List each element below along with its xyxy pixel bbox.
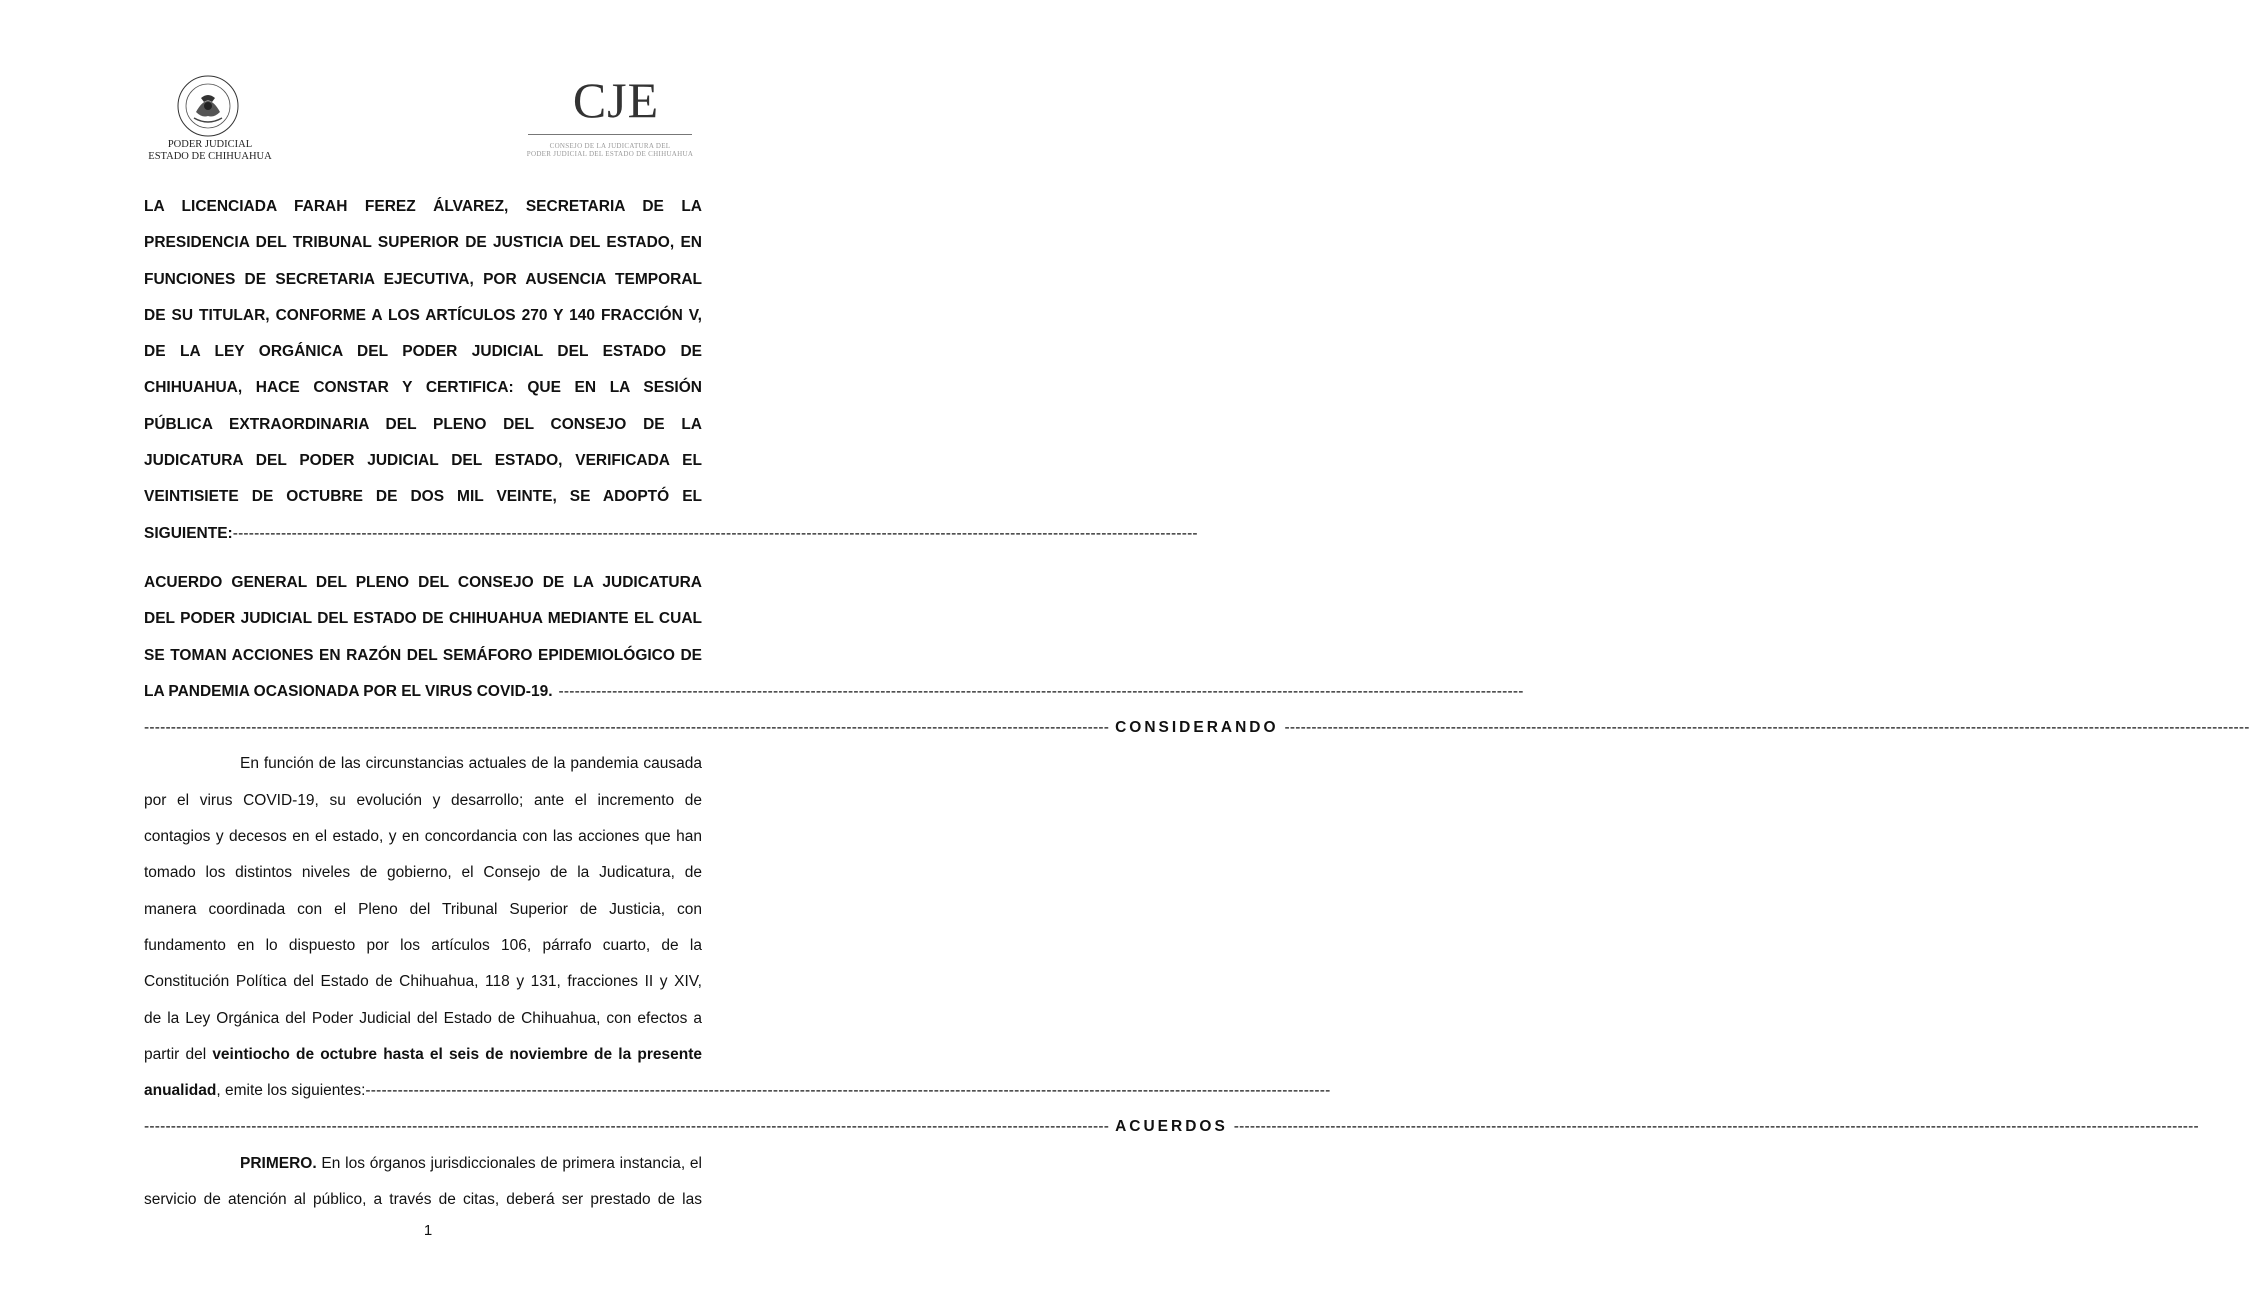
document-body (144, 189, 2250, 1218)
considerando-line9-bold: veintiocho de octubre hasta el seis de noviembre de la presente (212, 1045, 702, 1063)
considerando-last-text (144, 1073, 365, 1109)
certification-line: LA LICENCIADA FARAH FEREZ ÁLVAREZ, SECRETARIA DE LA (144, 198, 702, 215)
considerando-line: por el virus COVID-19, su evolución y desarrollo; ante el incremento de (144, 791, 702, 809)
dash-filler: ------------------------------------------------------------------------------------------------------------------------------------------------------------------------------------ (558, 682, 1524, 700)
considerando-line: Constitución Política del Estado de Chihuahua, 118 y 131, fracciones II y XIV, (144, 973, 702, 991)
considerando-heading-line (144, 710, 2250, 746)
considerando-line9-prefix: partir del (144, 1045, 213, 1063)
considerando-line (144, 1037, 702, 1073)
dash-filler-right: ------------------------------------------------------------------------------------------------------------------------------------------------------------------------------------ (1233, 1118, 2199, 1136)
agreement-title-line: ACUERDO GENERAL DEL PLENO DEL CONSEJO DE LA JUDICATURA (144, 573, 702, 591)
logo-subtitle-line2: PODER JUDICIAL DEL ESTADO DE CHIHUAHUA (526, 150, 694, 158)
primero-label: PRIMERO. (240, 1154, 317, 1172)
considerando-line: tomado los distintos niveles de gobierno, el Consejo de la Judicatura, de (144, 864, 702, 882)
agreement-title-last-line (144, 674, 1524, 710)
dash-filler: ------------------------------------------------------------------------------------------------------------------------------------------------------------------------------------ (232, 524, 1198, 542)
agreement-title-line: DEL PODER JUDICIAL DEL ESTADO DE CHIHUAHUA MEDIANTE EL CUAL (144, 610, 702, 628)
cje-logo: CJE (572, 72, 660, 128)
considerando-line: fundamento en lo dispuesto por los artículos 106, párrafo cuarto, de la (144, 936, 702, 954)
considerando-heading: CONSIDERANDO (1115, 719, 1279, 737)
considerando-line: manera coordinada con el Pleno del Tribunal Superior de Justicia, con (144, 900, 702, 918)
seal-caption (140, 139, 280, 162)
logo-subtitle-line1: CONSEJO DE LA JUDICATURA DEL (549, 142, 671, 150)
dash-filler-left: ------------------------------------------------------------------------------------------------------------------------------------------------------------------------------------ (144, 1118, 1110, 1136)
certification-line: PÚBLICA EXTRAORDINARIA DEL PLENO DEL CONSEJO DE LA (144, 415, 702, 433)
considerando-line: contagios y decesos en el estado, y en concordancia con las acciones que han (144, 828, 702, 846)
seal-caption-line2: ESTADO DE CHIHUAHUA (148, 150, 272, 162)
dash-filler-left: ------------------------------------------------------------------------------------------------------------------------------------------------------------------------------------ (144, 719, 1110, 737)
logo-subtitle (522, 142, 698, 158)
certification-line: DE LA LEY ORGÁNICA DEL PODER JUDICIAL DEL ESTADO DE (144, 343, 702, 361)
logo-divider (528, 134, 692, 135)
considerando-line: de la Ley Orgánica del Poder Judicial del Estado de Chihuahua, con efectos a (144, 1009, 702, 1027)
certification-last-line (144, 516, 1198, 552)
certification-line: CHIHUAHUA, HACE CONSTAR Y CERTIFICA: QUE EN LA SESIÓN (144, 379, 702, 397)
spacer (144, 552, 702, 565)
dash-filler: ------------------------------------------------------------------------------------------------------------------------------------------------------------------------------------ (365, 1082, 1331, 1100)
agreement-title-line: SE TOMAN ACCIONES EN RAZÓN DEL SEMÁFORO EPIDEMIOLÓGICO DE (144, 646, 702, 664)
considerando-line10-rest: , emite los siguientes: (216, 1082, 366, 1100)
certification-line: VEINTISIETE DE OCTUBRE DE DOS MIL VEINTE, SE ADOPTÓ EL (144, 488, 702, 506)
considerando-line: En función de las circunstancias actuales de la pandemia causada (240, 755, 702, 773)
certification-line: PRESIDENCIA DEL TRIBUNAL SUPERIOR DE JUSTICIA DEL ESTADO, EN (144, 234, 702, 252)
acuerdos-heading-line (144, 1109, 2199, 1145)
agreement-title-last-text: LA PANDEMIA OCASIONADA POR EL VIRUS COVID-19. (144, 682, 553, 700)
certification-line: DE SU TITULAR, CONFORME A LOS ARTÍCULOS 270 Y 140 FRACCIÓN V, (144, 306, 702, 324)
coat-of-arms-seal (168, 72, 248, 140)
certification-last-text: SIGUIENTE: (144, 524, 233, 542)
certification-line: FUNCIONES DE SECRETARIA EJECUTIVA, POR AUSENCIA TEMPORAL (144, 270, 702, 288)
page-number: 1 (423, 1222, 433, 1239)
certification-line: JUDICATURA DEL PODER JUDICIAL DEL ESTADO, VERIFICADA EL (144, 452, 702, 470)
considerando-last-line (144, 1073, 1331, 1109)
primero-line (144, 1146, 702, 1182)
considerando-line10-bold: anualidad (144, 1082, 217, 1100)
primero-line1-rest: En los órganos jurisdiccionales de primera instancia, el (316, 1154, 702, 1172)
acuerdos-heading: ACUERDOS (1115, 1118, 1228, 1136)
dash-filler-right: ------------------------------------------------------------------------------------------------------------------------------------------------------------------------------------ (1284, 719, 2250, 737)
primero-line: servicio de atención al público, a través de citas, deberá ser prestado de las (144, 1191, 702, 1209)
seal-caption-line1: PODER JUDICIAL (167, 139, 253, 150)
